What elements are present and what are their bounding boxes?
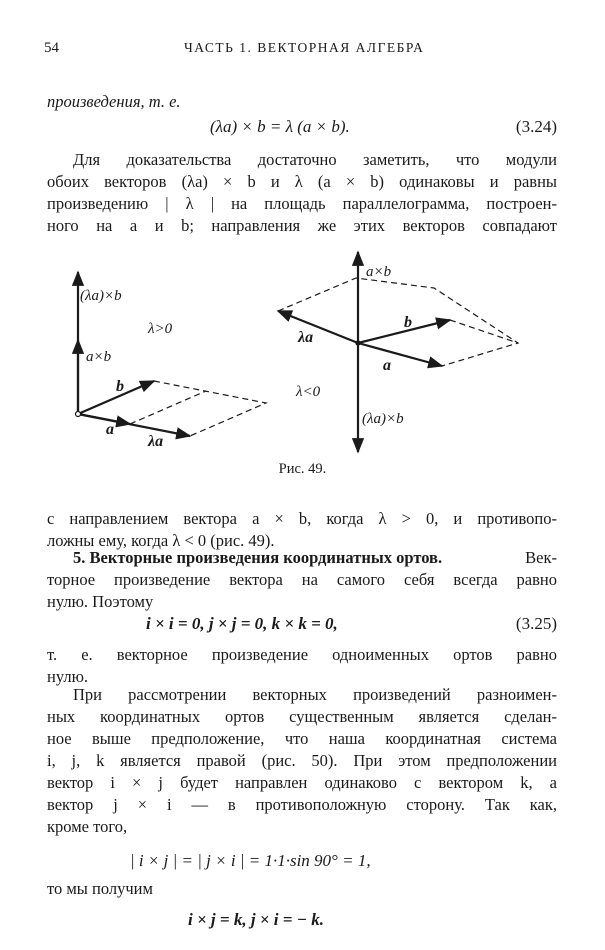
page-header (44, 40, 555, 60)
figure-caption: Рис. 49. (278, 461, 327, 477)
origin-point (356, 341, 360, 345)
label-a: a (383, 357, 391, 374)
label-lambda-a: λa (148, 433, 164, 450)
label-lambda-a-cross-b: (λa)×b (80, 288, 122, 304)
parallelogram-dashed (450, 320, 518, 343)
label-a: a (106, 421, 114, 438)
paragraph-line: с направлением вектора a × b, когда λ > 0, и противопо- (47, 509, 557, 528)
paragraph-line: т. е. векторное произведение одноименных ортов равно (47, 645, 557, 664)
paragraph-line: вектор i × j будет направлен одинаково с вектором k, а (47, 773, 557, 792)
paragraph-line: кроме того, (47, 817, 128, 836)
label-lambda-a-cross-b: (λa)×b (362, 411, 404, 427)
label-a-cross-b: a×b (86, 349, 112, 365)
parallelogram-dashed (130, 391, 206, 424)
label-b: b (404, 314, 412, 331)
vector-lambda-a (278, 311, 358, 343)
label-a-cross-b: a×b (366, 264, 392, 280)
paragraph-line: ного на a и b; направления же этих векторов совпадают (47, 216, 557, 235)
paragraph-line: обоих векторов (λa) × b и λ (a × b) одинаковы и равны (47, 172, 557, 191)
paragraph-line: ное выше предположение, что наша координатная система (47, 729, 557, 748)
label-lambda-condition: λ>0 (148, 321, 173, 337)
paragraph-line: вектор j × i — в противоположную сторону. Так как, (47, 795, 557, 814)
paragraph-line: Век- (525, 548, 557, 567)
paragraph-line: то мы получим (47, 879, 153, 898)
vector-lambda-a (78, 414, 190, 436)
equation-final: i × j = k, j × i = − k. (188, 910, 324, 929)
label-lambda-a: λa (298, 329, 314, 346)
paragraph-line: При рассмотрении векторных произведений разноимен- (73, 685, 557, 704)
section-5-title: 5. Векторные произведения координатных ортов. (73, 548, 443, 567)
label-lambda-condition: λ<0 (296, 384, 321, 400)
paragraph-line: произведению | λ | на площадь параллелограмма, построен- (47, 194, 557, 213)
section-5-first-line (47, 547, 557, 569)
paragraph-line: ных координатных ортов существенным является сделан- (47, 707, 557, 726)
paragraph-line: ложны ему, когда λ < 0 (рис. 49). (47, 531, 275, 550)
intro-text: произведения, т. е. (47, 92, 181, 111)
origin-point (76, 412, 81, 417)
paragraph-line: нулю. Поэтому (47, 592, 154, 611)
equation-3-25: i × i = 0, j × j = 0, k × k = 0, (146, 614, 338, 633)
paragraph-line: торное произведение вектора на самого себя всегда равно (47, 570, 557, 589)
figure-49 (0, 240, 605, 455)
page-number: 54 (44, 40, 59, 56)
running-head: ЧАСТЬ 1. ВЕКТОРНАЯ АЛГЕБРА (184, 40, 425, 55)
parallelogram-dashed (278, 278, 518, 366)
paragraph-line: i, j, k является правой (рис. 50). При этом предположении (47, 751, 557, 770)
equation-3-24: (λa) × b = λ (a × b). (210, 117, 350, 136)
equation-number-3-25: (3.25) (515, 614, 557, 633)
equation-number-3-24: (3.24) (515, 117, 557, 136)
paragraph-line: нулю. (47, 667, 89, 686)
label-b: b (116, 378, 124, 395)
vector-a (358, 343, 442, 366)
paragraph-line: Для доказательства достаточно заметить, что модули (73, 150, 557, 169)
parallelogram-dashed (154, 381, 266, 436)
equation-modulus: | i × j | = | j × i | = 1·1·sin 90° = 1, (130, 851, 371, 870)
